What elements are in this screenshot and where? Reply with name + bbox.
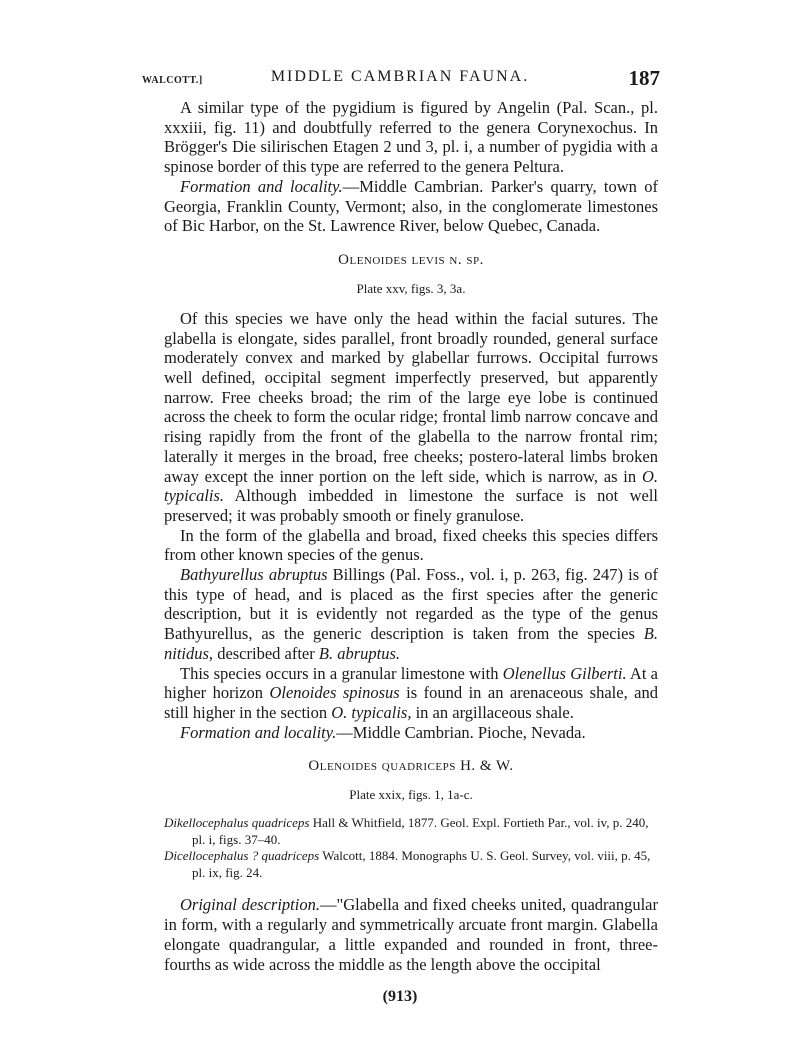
paragraph-pygidium: A similar type of the pygidium is figured by Angelin (Pal. Scan., pl. xxxiii, fig. 11) and doubtfully referred to the genera Corynexochus. In Brögger's Die silirischen Etagen 2 und 3, pl. i, a number of pygidia with a spinose border of this type are referred to the genera Peltura. [164,98,658,177]
page-number: 187 [628,66,660,90]
paragraph-comparison: In the form of the glabella and broad, fixed cheeks this species differs from other known species of the genus. [164,525,658,565]
paragraph-bathyurellus: Bathyurellus abruptus Billings (Pal. Foss., vol. i, p. 263, fig. 247) is of this type of head, and is placed as the first species after the generic description, but it is evidently not regarded as the type of the genus Bathyurellus, as the generic description is taken from the species B. nitidus, described after B. abruptus. [164,565,658,663]
species-heading-olenoides-quadriceps: Olenoides quadriceps H. & W. [308,758,514,775]
paragraph-occurrence: This species occurs in a granular limestone with Olenellus Gilberti. At a higher horizon Olenoides spinosus is found in an arenaceous shale, and still higher in the section O. typicalis, in an argillaceous shale. [164,663,658,722]
footer-page-code: (913) [382,988,418,1005]
plate-reference-2: Plate xxix, figs. 1, 1a-c. [349,787,473,803]
paragraph-formation-locality-1: Formation and locality.—Middle Cambrian. Parker's quarry, town of Georgia, Franklin County, Vermont; also, in the conglomerate limestones of Bic Harbor, on the St. Lawrence River, below Quebec, Canada. [164,176,658,236]
species-heading-olenoides-levis: Olenoides levis n. sp. [338,251,484,268]
synonymy-entry: Dikellocephalus quadriceps Hall & Whitfield, 1877. Geol. Expl. Fortieth Par., vol. iv, p. 240, pl. i, figs. 37–40. [164,815,649,847]
plate-reference-1: Plate xxv, figs. 3, 3a. [356,280,466,296]
paragraph-formation-locality-2: Formation and locality.—Middle Cambrian. Pioche, Nevada. [180,722,586,742]
paragraph-description-levis: Of this species we have only the head within the facial sutures. The glabella is elongate, sides parallel, front broadly rounded, general surface moderately convex and marked by glabellar furrows. Occipital furrows well defined, occipital segment imperfectly preserved, but apparently narrow. Free cheeks broad; the rim of the large eye lobe is continued across the cheek to form the ocular ridge; frontal limb narrow concave and rising rapidly from the front of the glabella to the narrow frontal rim; laterally it merges in the broad, free cheeks; postero-lateral limbs broken away except the inner portion on the left side, which is narrow, as in O. typicalis. Although imbedded in limestone the surface is not well preserved; it was probably smooth or finely granulose. [164,308,658,525]
synonymy-entry: Dicellocephalus ? quadriceps Walcott, 1884. Monographs U. S. Geol. Survey, vol. viii, p. 45, pl. ix, fig. 24. [164,848,651,880]
running-head [140,66,660,96]
running-head-title: MIDDLE CAMBRIAN FAUNA. [270,68,530,85]
paragraph-original-description: Original description.—"Glabella and fixed cheeks united, quadrangular in form, with a regularly and symmetrically arcuate front margin. Glabella elongate quadrangular, a little expanded and rounded in front, three-fourths as wide across the middle as the length above the occipital [164,895,658,974]
running-head-author: WALCOTT.] [142,75,203,86]
page-body [164,98,658,974]
